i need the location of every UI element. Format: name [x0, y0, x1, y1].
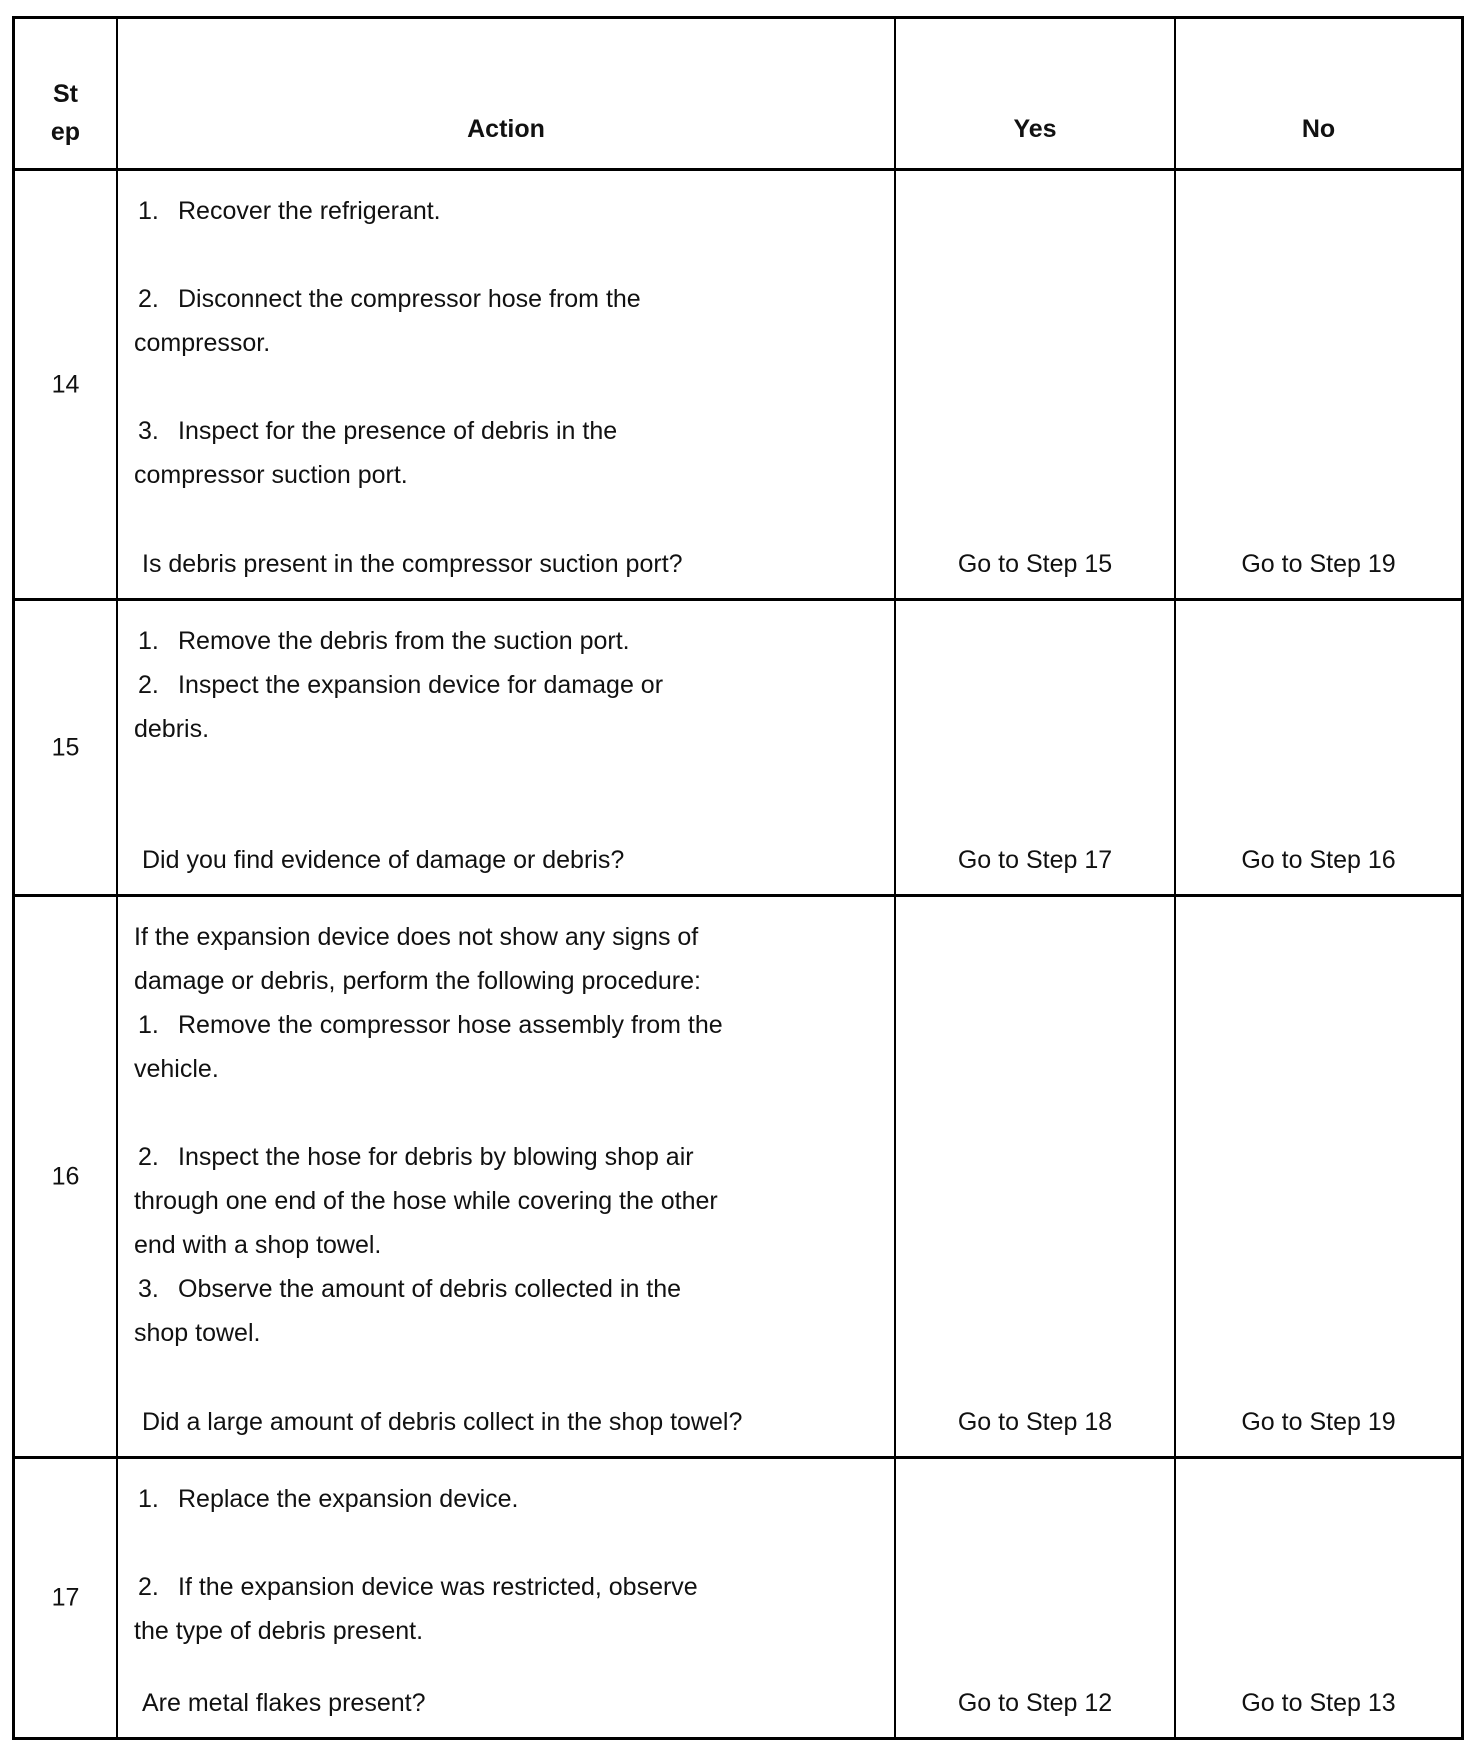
- action-item: 2. If the expansion device was restricted, observe: [138, 1573, 698, 1601]
- action-question: Are metal flakes present?: [142, 1689, 426, 1717]
- action-cell-16: [118, 897, 896, 1459]
- no-answer: Go to Step 16: [1241, 846, 1396, 874]
- header-step-line2: ep: [50, 118, 81, 146]
- diagnostic-table: [12, 16, 1464, 1740]
- yes-answer: Go to Step 17: [957, 846, 1113, 874]
- yes-answer: Go to Step 18: [957, 1408, 1113, 1436]
- action-question: Is debris present in the compressor suction port?: [142, 550, 683, 578]
- step-number: 16: [51, 1162, 80, 1190]
- yes-cell-14: [896, 171, 1176, 601]
- action-cell-17: [118, 1459, 896, 1737]
- no-cell-14: [1176, 171, 1461, 601]
- action-item: 3. Observe the amount of debris collected in the: [138, 1275, 682, 1303]
- action-item: 1. Remove the debris from the suction port.: [138, 627, 630, 655]
- yes-cell-17: [896, 1459, 1176, 1737]
- no-answer: Go to Step 19: [1241, 550, 1396, 578]
- header-no-label: No: [1301, 115, 1336, 143]
- step-cell-14: [15, 171, 118, 601]
- yes-answer: Go to Step 15: [957, 550, 1113, 578]
- action-item-cont: compressor suction port.: [134, 461, 408, 489]
- no-answer: Go to Step 13: [1241, 1689, 1396, 1717]
- action-question: Did a large amount of debris collect in the shop towel?: [142, 1408, 743, 1436]
- header-step-line1: St: [53, 80, 78, 108]
- no-cell-15: [1176, 601, 1461, 897]
- header-yes-label: Yes: [1013, 115, 1057, 143]
- action-item-cont: debris.: [134, 715, 210, 743]
- step-number: 14: [51, 370, 80, 398]
- action-item-cont: through one end of the hose while covering the other: [134, 1187, 718, 1215]
- step-cell-16: [15, 897, 118, 1459]
- header-action-label: Action: [467, 115, 545, 143]
- action-item: 1. Replace the expansion device.: [138, 1485, 519, 1513]
- step-number: 17: [51, 1583, 80, 1612]
- action-item-cont: vehicle.: [134, 1055, 219, 1083]
- step-cell-17: [15, 1459, 118, 1737]
- action-item: 1. Remove the compressor hose assembly from the: [138, 1011, 723, 1039]
- action-item: 2. Inspect the expansion device for damage or: [138, 671, 664, 699]
- action-cell-15: [118, 601, 896, 897]
- action-item-cont: end with a shop towel.: [134, 1231, 382, 1259]
- step-number: 15: [51, 733, 80, 761]
- yes-cell-16: [896, 897, 1176, 1459]
- action-item-cont: the type of debris present.: [134, 1617, 424, 1645]
- action-item-cont: compressor.: [134, 329, 271, 357]
- action-cell-14: [118, 171, 896, 601]
- yes-cell-15: [896, 601, 1176, 897]
- header-step: [15, 19, 118, 171]
- action-question: Did you find evidence of damage or debris?: [142, 846, 625, 874]
- header-yes: [896, 19, 1176, 171]
- header-action: [118, 19, 896, 171]
- action-item: 2. Inspect the hose for debris by blowing shop air: [138, 1143, 694, 1171]
- action-item: 3. Inspect for the presence of debris in the: [138, 417, 618, 445]
- step-cell-15: [15, 601, 118, 897]
- yes-answer: Go to Step 12: [957, 1689, 1113, 1717]
- action-intro: If the expansion device does not show any signs of: [134, 923, 699, 951]
- header-no: [1176, 19, 1461, 171]
- no-cell-17: [1176, 1459, 1461, 1737]
- action-item: 1. Recover the refrigerant.: [138, 197, 441, 225]
- action-item-cont: shop towel.: [134, 1319, 261, 1347]
- no-answer: Go to Step 19: [1241, 1408, 1396, 1436]
- no-cell-16: [1176, 897, 1461, 1459]
- action-item: 2. Disconnect the compressor hose from the: [138, 285, 641, 313]
- action-intro: damage or debris, perform the following procedure:: [134, 967, 701, 995]
